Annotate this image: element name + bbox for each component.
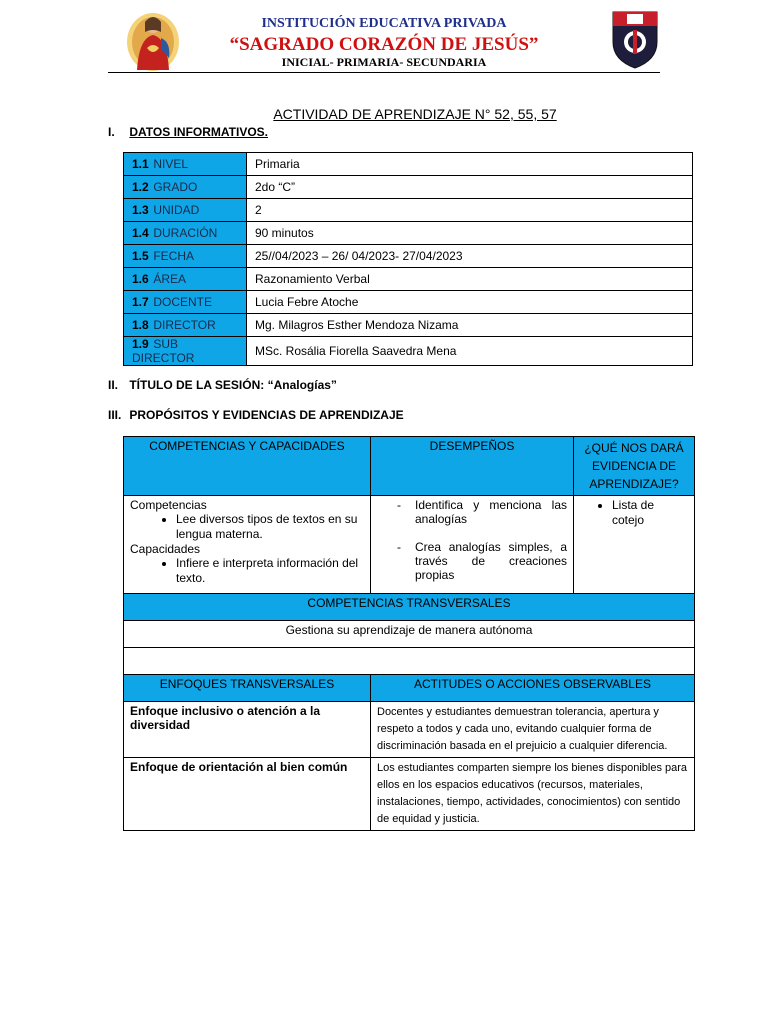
info-key-cell bbox=[124, 222, 247, 245]
info-value: Mg. Milagros Esther Mendoza Nizama bbox=[247, 314, 693, 337]
section-label: PROPÓSITOS Y EVIDENCIAS DE APRENDIZAJE bbox=[129, 408, 404, 422]
info-value: Lucia Febre Atoche bbox=[247, 291, 693, 314]
section-number: I. bbox=[108, 125, 115, 139]
info-number: 1.1 bbox=[132, 157, 149, 171]
info-key-cell bbox=[124, 153, 247, 176]
desempenos-cell: - Identifica y menciona las analogías - Crea analogías simples, a través de creaciones propias bbox=[371, 496, 574, 594]
info-row bbox=[124, 153, 693, 176]
section-label: TÍTULO DE LA SESIÓN: “Analogías” bbox=[129, 378, 337, 392]
enfoque-name: Enfoque inclusivo o atención a la diversidad bbox=[124, 702, 371, 758]
header-desempenos: DESEMPEÑOS bbox=[371, 437, 574, 496]
info-key-cell bbox=[124, 245, 247, 268]
info-key-cell bbox=[124, 314, 247, 337]
capacidad-item: • Infiere e interpreta información del texto. bbox=[176, 556, 364, 586]
school-crest-icon bbox=[610, 8, 660, 70]
info-row bbox=[124, 245, 693, 268]
section-label: DATOS INFORMATIVOS. bbox=[129, 125, 269, 139]
info-key-cell bbox=[124, 176, 247, 199]
info-row bbox=[124, 268, 693, 291]
info-row bbox=[124, 222, 693, 245]
info-value: Razonamiento Verbal bbox=[247, 268, 693, 291]
school-levels: INICIAL- PRIMARIA- SECUNDARIA bbox=[281, 55, 487, 69]
info-row bbox=[124, 291, 693, 314]
transversales-header: COMPETENCIAS TRANSVERSALES bbox=[124, 594, 695, 621]
info-row bbox=[124, 199, 693, 222]
info-row bbox=[124, 337, 693, 366]
info-number: 1.5 bbox=[132, 249, 149, 263]
info-value: 2 bbox=[247, 199, 693, 222]
section-number: III. bbox=[108, 408, 122, 422]
competencia-item: • Lee diversos tipos de textos en su lengua materna. bbox=[176, 512, 364, 542]
enfoque-name: Enfoque de orientación al bien común bbox=[124, 758, 371, 831]
info-key-cell bbox=[124, 199, 247, 222]
info-key: UNIDAD bbox=[153, 203, 200, 217]
empty-row bbox=[124, 648, 695, 675]
info-value: MSc. Rosália Fiorella Saavedra Mena bbox=[247, 337, 693, 366]
competencias-label: Competencias bbox=[130, 498, 207, 512]
info-key: DOCENTE bbox=[153, 295, 213, 309]
competencies-table bbox=[123, 436, 695, 831]
info-number: 1.7 bbox=[132, 295, 149, 309]
letterhead bbox=[0, 0, 768, 80]
header-competencias: COMPETENCIAS Y CAPACIDADES bbox=[124, 437, 371, 496]
info-value: Primaria bbox=[247, 153, 693, 176]
info-key-cell bbox=[124, 291, 247, 314]
school-name: “SAGRADO CORAZÓN DE JESÚS” bbox=[229, 34, 539, 55]
enfoque-desc: Docentes y estudiantes demuestran tolerancia, apertura y respeto a todos y cada uno, evitando cualquier forma de discriminación basada en el prejuicio a cualquier diferencia. bbox=[371, 702, 695, 758]
desempeno-item: Identifica y menciona las analogías bbox=[415, 498, 567, 526]
info-key: FECHA bbox=[153, 249, 195, 263]
header-rule bbox=[108, 72, 660, 73]
info-number: 1.6 bbox=[132, 272, 149, 286]
transversal-value: Gestiona su aprendizaje de manera autónoma bbox=[124, 621, 695, 648]
info-key: ÁREA bbox=[153, 272, 187, 286]
enfoques-header: ENFOQUES TRANSVERSALES bbox=[124, 675, 371, 702]
info-row bbox=[124, 176, 693, 199]
info-key-cell bbox=[124, 337, 247, 366]
info-number: 1.4 bbox=[132, 226, 149, 240]
institution-type: INSTITUCIÓN EDUCATIVA PRIVADA bbox=[261, 16, 507, 31]
info-value: 90 minutos bbox=[247, 222, 693, 245]
info-value: 25//04/2023 – 26/ 04/2023- 27/04/2023 bbox=[247, 245, 693, 268]
capacidades-label: Capacidades bbox=[130, 542, 201, 556]
info-key: DURACIÓN bbox=[153, 226, 218, 240]
section-titulo-sesion bbox=[108, 378, 337, 392]
enfoque-desc: Los estudiantes comparten siempre los bienes disponibles para ellos en los espacios educativos (recursos, materiales, instalaciones, tiempo, actividades, conocimientos) con sentido de equidad y justicia. bbox=[371, 758, 695, 831]
info-number: 1.2 bbox=[132, 180, 149, 194]
info-number: 1.3 bbox=[132, 203, 149, 217]
activity-title: ACTIVIDAD DE APRENDIZAJE N° 52, 55, 57 bbox=[273, 106, 557, 122]
header-evidencia: ¿QUÉ NOS DARÁ EVIDENCIA DE APRENDIZAJE? bbox=[574, 437, 695, 496]
evidencia-item: • Lista de cotejo bbox=[612, 498, 658, 528]
section-number: II. bbox=[108, 378, 119, 392]
desempeno-item: Crea analogías simples, a través de creaciones propias bbox=[415, 540, 567, 582]
actitudes-header: ACTITUDES O ACCIONES OBSERVABLES bbox=[371, 675, 695, 702]
section-datos-informativos bbox=[108, 125, 268, 139]
info-key: GRADO bbox=[153, 180, 198, 194]
section-propositos bbox=[108, 408, 404, 422]
info-number: 1.8 bbox=[132, 318, 149, 332]
info-value: 2do “C” bbox=[247, 176, 693, 199]
info-key: SUB DIRECTOR bbox=[132, 337, 195, 365]
evidencia-cell bbox=[574, 496, 695, 594]
info-row bbox=[124, 314, 693, 337]
info-key-cell bbox=[124, 268, 247, 291]
info-key: NIVEL bbox=[153, 157, 189, 171]
info-key: DIRECTOR bbox=[153, 318, 216, 332]
info-number: 1.9 bbox=[132, 337, 149, 351]
competencias-cell bbox=[124, 496, 371, 594]
info-table bbox=[123, 152, 693, 366]
